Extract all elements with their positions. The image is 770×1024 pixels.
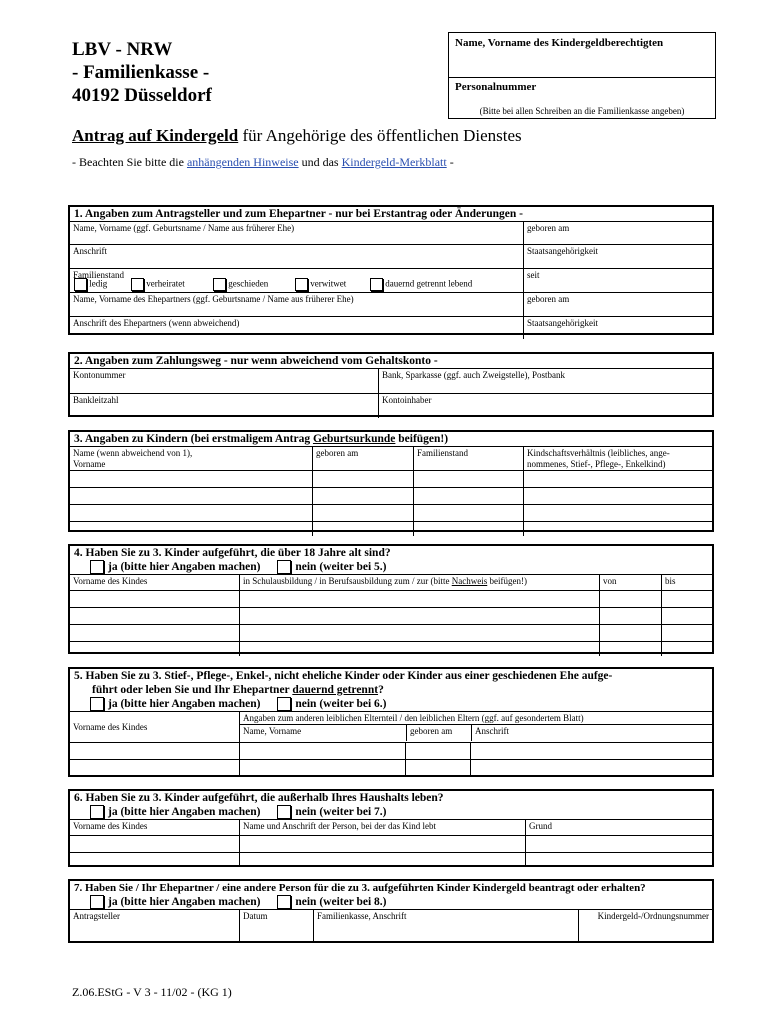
spouse-nationality-label: Staatsangehörigkeit xyxy=(527,318,598,328)
section-2-payment xyxy=(68,352,714,417)
spouse-address-label: Anschrift des Ehepartners (wenn abweichend) xyxy=(73,318,240,328)
hint-prefix: - Beachten Sie bitte die xyxy=(72,155,187,169)
section-5-header xyxy=(70,669,712,712)
table-row[interactable] xyxy=(70,488,712,505)
s1-address-label: Anschrift xyxy=(73,246,107,256)
section-4-header xyxy=(70,546,712,575)
s1-row-name xyxy=(70,222,712,245)
s4-yes-checkbox[interactable] xyxy=(90,560,104,574)
spouse-name-label: Name, Vorname des Ehepartners (ggf. Geburtsname / Name aus früherer Ehe) xyxy=(73,294,354,304)
s7-question: 7. Haben Sie / Ihr Ehepartner / eine andere Person für die zu 3. aufgeführten Kinder Kindergeld beantragt oder erhalten? xyxy=(74,882,646,894)
section-2-header: 2. Angaben zum Zahlungsweg - nur wenn abweichend vom Gehaltskonto - xyxy=(70,354,712,369)
table-row[interactable] xyxy=(70,471,712,488)
s4-col-name-label: Vorname des Kindes xyxy=(73,576,148,587)
married-option[interactable] xyxy=(131,278,185,291)
blz-label: Bankleitzahl xyxy=(73,395,119,405)
s5-parent-header: Angaben zum anderen leiblichen Elternteil / den leiblichen Eltern (ggf. auf gesondertem Blatt) xyxy=(240,712,712,725)
s5-q2-post: ? xyxy=(378,684,384,696)
s5-col-paddr-label: Anschrift xyxy=(475,726,509,737)
s7-applicant-input[interactable] xyxy=(70,910,239,942)
separated-checkbox[interactable] xyxy=(370,278,383,291)
s1-name-label: Name, Vorname (ggf. Geburtsname / Name aus früherer Ehe) xyxy=(73,223,295,233)
s7-col-office-label: Familienkasse, Anschrift xyxy=(317,911,407,922)
office-line-2: - Familienkasse - xyxy=(72,62,210,83)
s3-col-name-line2: Vorname xyxy=(73,459,106,469)
s7-no-option[interactable] xyxy=(277,896,386,908)
s4-school-underlined: Nachweis xyxy=(451,576,488,587)
s5-no-option[interactable] xyxy=(277,698,386,710)
s4-yes-label: ja (bitte hier Angaben machen) xyxy=(108,561,261,573)
s3-header-post: beifügen!) xyxy=(395,433,449,445)
s7-no-label: nein (weiter bei 8.) xyxy=(295,896,387,908)
s6-yes-checkbox[interactable] xyxy=(90,805,104,819)
s4-col-from xyxy=(599,575,661,590)
applicant-address-input[interactable] xyxy=(70,245,523,268)
single-label: ledig xyxy=(89,278,108,289)
table-row[interactable] xyxy=(70,642,712,656)
bank-code-input[interactable] xyxy=(70,394,378,418)
section-6-outside-household xyxy=(68,789,714,867)
s5-col-pname-label: Name, Vorname xyxy=(243,726,302,737)
table-row[interactable] xyxy=(70,853,712,867)
s4-question: 4. Haben Sie zu 3. Kinder aufgeführt, die über 18 Jahre alt sind? xyxy=(74,547,391,559)
applicant-birthdate-input[interactable] xyxy=(523,222,712,244)
s5-yes-checkbox[interactable] xyxy=(90,697,104,711)
holder-label: Kontoinhaber xyxy=(382,395,432,405)
form-hint xyxy=(72,155,454,170)
s3-col-rel-line2: nommenes, Stief-, Pflege-, Enkelkind) xyxy=(527,459,666,469)
s3-col-rel-line1: Kindschaftsverhältnis (leibliches, ange- xyxy=(527,448,670,458)
s5-col-paddr xyxy=(471,725,712,741)
s7-office-input[interactable] xyxy=(313,910,578,942)
table-row[interactable] xyxy=(70,591,712,608)
spouse-born-label: geboren am xyxy=(527,294,570,304)
s4-col-to-label: bis xyxy=(665,576,676,587)
account-holder-input[interactable] xyxy=(378,394,712,418)
separated-option[interactable] xyxy=(370,278,472,291)
table-row[interactable] xyxy=(70,505,712,522)
s4-options xyxy=(70,560,712,574)
table-row[interactable] xyxy=(70,743,712,760)
hints-link[interactable]: anhängenden Hinweise xyxy=(186,155,299,169)
section-1-header: 1. Angaben zum Antragsteller und zum Ehepartner - nur bei Erstantrag oder Änderungen - xyxy=(70,207,712,222)
office-address xyxy=(72,38,212,107)
s4-yes-option[interactable] xyxy=(90,561,260,573)
s6-col-reason-label: Grund xyxy=(529,821,552,832)
personnel-number-note: (Bitte bei allen Schreiben an die Familienkasse angeben) xyxy=(479,106,685,116)
divorced-checkbox[interactable] xyxy=(213,278,226,291)
s6-yes-label: ja (bitte hier Angaben machen) xyxy=(108,806,261,818)
s1-row-address xyxy=(70,245,712,269)
bank-name-input[interactable] xyxy=(378,369,712,393)
s5-col-parent xyxy=(239,712,712,742)
s1-nationality-label: Staatsangehörigkeit xyxy=(527,246,598,256)
s4-col-school xyxy=(239,575,599,590)
s5-no-checkbox[interactable] xyxy=(277,697,291,711)
s5-no-label: nein (weiter bei 6.) xyxy=(295,698,387,710)
table-row[interactable] xyxy=(70,760,712,775)
section-6-header xyxy=(70,791,712,820)
s5-column-headers xyxy=(70,712,712,743)
s5-question-line1: 5. Haben Sie zu 3. Stief-, Pflege-, Enkel-, nicht eheliche Kinder oder Kinder aus einer geschiedenen Ehe aufge- xyxy=(74,670,613,682)
s3-col-born xyxy=(312,447,413,470)
office-line-3: 40192 Düsseldorf xyxy=(72,85,212,106)
s6-column-headers xyxy=(70,820,712,836)
single-option[interactable] xyxy=(74,278,107,291)
s3-column-headers xyxy=(70,447,712,471)
s4-column-headers xyxy=(70,575,712,591)
s4-col-name xyxy=(70,575,239,590)
widowed-option[interactable] xyxy=(295,278,346,291)
married-checkbox[interactable] xyxy=(131,278,144,291)
s6-col-person xyxy=(239,820,525,835)
s7-yes-checkbox[interactable] xyxy=(90,895,104,909)
s6-no-option[interactable] xyxy=(277,806,386,818)
s4-col-from-label: von xyxy=(603,576,617,587)
spouse-nationality-input[interactable] xyxy=(523,317,712,339)
s5-col-name xyxy=(70,712,239,742)
widowed-checkbox[interactable] xyxy=(295,278,308,291)
divorced-option[interactable] xyxy=(213,278,268,291)
section-7-other-claims xyxy=(68,879,714,943)
s3-col-status xyxy=(413,447,523,470)
s1-row-marital xyxy=(70,269,712,293)
s5-options xyxy=(70,697,712,711)
s7-col-date-label: Datum xyxy=(243,911,268,922)
s7-columns xyxy=(70,910,712,942)
s3-col-name xyxy=(70,447,312,470)
s1-since-label: seit xyxy=(527,270,540,280)
s5-q2-underlined: dauernd getrennt xyxy=(292,684,379,696)
s7-options xyxy=(70,895,712,909)
leaflet-link[interactable]: Kindergeld-Merkblatt xyxy=(341,155,447,169)
s5-q2-pre: führt oder leben Sie und Ihr Ehepartner xyxy=(92,684,293,696)
table-row[interactable] xyxy=(70,836,712,853)
s7-yes-label: ja (bitte hier Angaben machen) xyxy=(108,896,261,908)
applicant-nationality-input[interactable] xyxy=(523,245,712,268)
s6-col-person-label: Name und Anschrift der Person, bei der das Kind lebt xyxy=(243,821,436,832)
s5-col-pborn xyxy=(406,725,471,741)
s5-col-pborn-label: geboren am xyxy=(410,726,453,737)
s3-col-name-line1: Name (wenn abweichend von 1), xyxy=(73,448,193,458)
section-5-stepchildren xyxy=(68,667,714,777)
s5-yes-label: ja (bitte hier Angaben machen) xyxy=(108,698,261,710)
s4-school-pre: in Schulausbildung / in Berufsausbildung zum / zur (bitte xyxy=(243,576,452,587)
s3-header-pre: 3. Angaben zu Kindern (bei erstmaligem Antrag xyxy=(74,433,313,445)
s7-number-input[interactable] xyxy=(578,910,712,942)
personnel-number-field[interactable] xyxy=(448,76,716,119)
single-checkbox[interactable] xyxy=(74,278,87,291)
s4-school-post: beifügen!) xyxy=(487,576,527,587)
section-1-applicant xyxy=(68,205,714,335)
applicant-name-label: Name, Vorname des Kindergeldberechtigten xyxy=(455,37,664,49)
married-label: verheiratet xyxy=(146,278,185,289)
s5-question-line2 xyxy=(70,683,712,697)
s6-col-reason xyxy=(525,820,712,835)
spouse-birthdate-input[interactable] xyxy=(523,293,712,316)
section-7-header xyxy=(70,881,712,910)
office-line-1: LBV - NRW xyxy=(72,39,173,60)
table-row[interactable] xyxy=(70,522,712,536)
s3-col-status-label: Familienstand xyxy=(417,448,468,458)
s4-no-checkbox[interactable] xyxy=(277,560,291,574)
section-4-over-18 xyxy=(68,544,714,654)
s4-no-option[interactable] xyxy=(277,561,386,573)
section-3-header xyxy=(70,432,712,447)
marital-status-label: Familienstand xyxy=(73,270,124,280)
s5-col-name-label: Vorname des Kindes xyxy=(73,722,148,733)
s1-row-spouse-address xyxy=(70,317,712,339)
s1-born-label: geboren am xyxy=(527,223,570,233)
form-title-bold: Antrag auf Kindergeld xyxy=(72,126,239,145)
widowed-label: verwitwet xyxy=(310,278,347,289)
s3-col-born-label: geboren am xyxy=(316,448,359,458)
marital-status-group xyxy=(70,269,523,292)
personnel-number-label: Personalnummer xyxy=(455,81,537,93)
s7-date-input[interactable] xyxy=(239,910,313,942)
s6-options xyxy=(70,805,712,819)
s6-no-checkbox[interactable] xyxy=(277,805,291,819)
applicant-name-field[interactable] xyxy=(448,32,716,78)
s4-no-label: nein (weiter bei 5.) xyxy=(295,561,387,573)
s6-col-name xyxy=(70,820,239,835)
table-row[interactable] xyxy=(70,608,712,625)
separated-label: dauernd getrennt lebend xyxy=(385,278,473,289)
bank-label: Bank, Sparkasse (ggf. auch Zweigstelle), Postbank xyxy=(382,370,565,380)
form-title-rest: für Angehörige des öffentlichen Dienstes xyxy=(238,126,522,145)
s6-col-name-label: Vorname des Kindes xyxy=(73,821,148,832)
s6-yes-option[interactable] xyxy=(90,806,260,818)
s6-question: 6. Haben Sie zu 3. Kinder aufgeführt, die außerhalb Ihres Haushalts leben? xyxy=(74,792,444,804)
s5-col-pname xyxy=(240,725,406,741)
marital-since-input[interactable] xyxy=(523,269,712,292)
s5-yes-option[interactable] xyxy=(90,698,260,710)
form-title xyxy=(72,126,522,146)
form-code: Z.06.EStG - V 3 - 11/02 - (KG 1) xyxy=(72,985,232,999)
s7-col-applicant-label: Antragsteller xyxy=(73,911,120,922)
s4-col-to xyxy=(661,575,712,590)
s2-row-2 xyxy=(70,394,712,418)
s6-no-label: nein (weiter bei 7.) xyxy=(295,806,387,818)
applicant-name-input[interactable] xyxy=(70,222,523,244)
section-3-children xyxy=(68,430,714,532)
s7-no-checkbox[interactable] xyxy=(277,895,291,909)
account-number-input[interactable] xyxy=(70,369,378,393)
spouse-name-input[interactable] xyxy=(70,293,523,316)
hint-suffix: - xyxy=(446,155,454,169)
table-row[interactable] xyxy=(70,625,712,642)
s3-col-relation xyxy=(523,447,712,470)
account-label: Kontonummer xyxy=(73,370,126,380)
s7-col-number-label: Kindergeld-/Ordnungsnummer xyxy=(597,911,709,922)
s2-row-1 xyxy=(70,369,712,394)
spouse-address-input[interactable] xyxy=(70,317,523,339)
s7-yes-option[interactable] xyxy=(90,896,260,908)
s3-header-underlined: Geburtsurkunde xyxy=(312,433,396,445)
hint-mid: und das xyxy=(298,155,342,169)
divorced-label: geschieden xyxy=(228,278,269,289)
s1-row-spouse xyxy=(70,293,712,317)
